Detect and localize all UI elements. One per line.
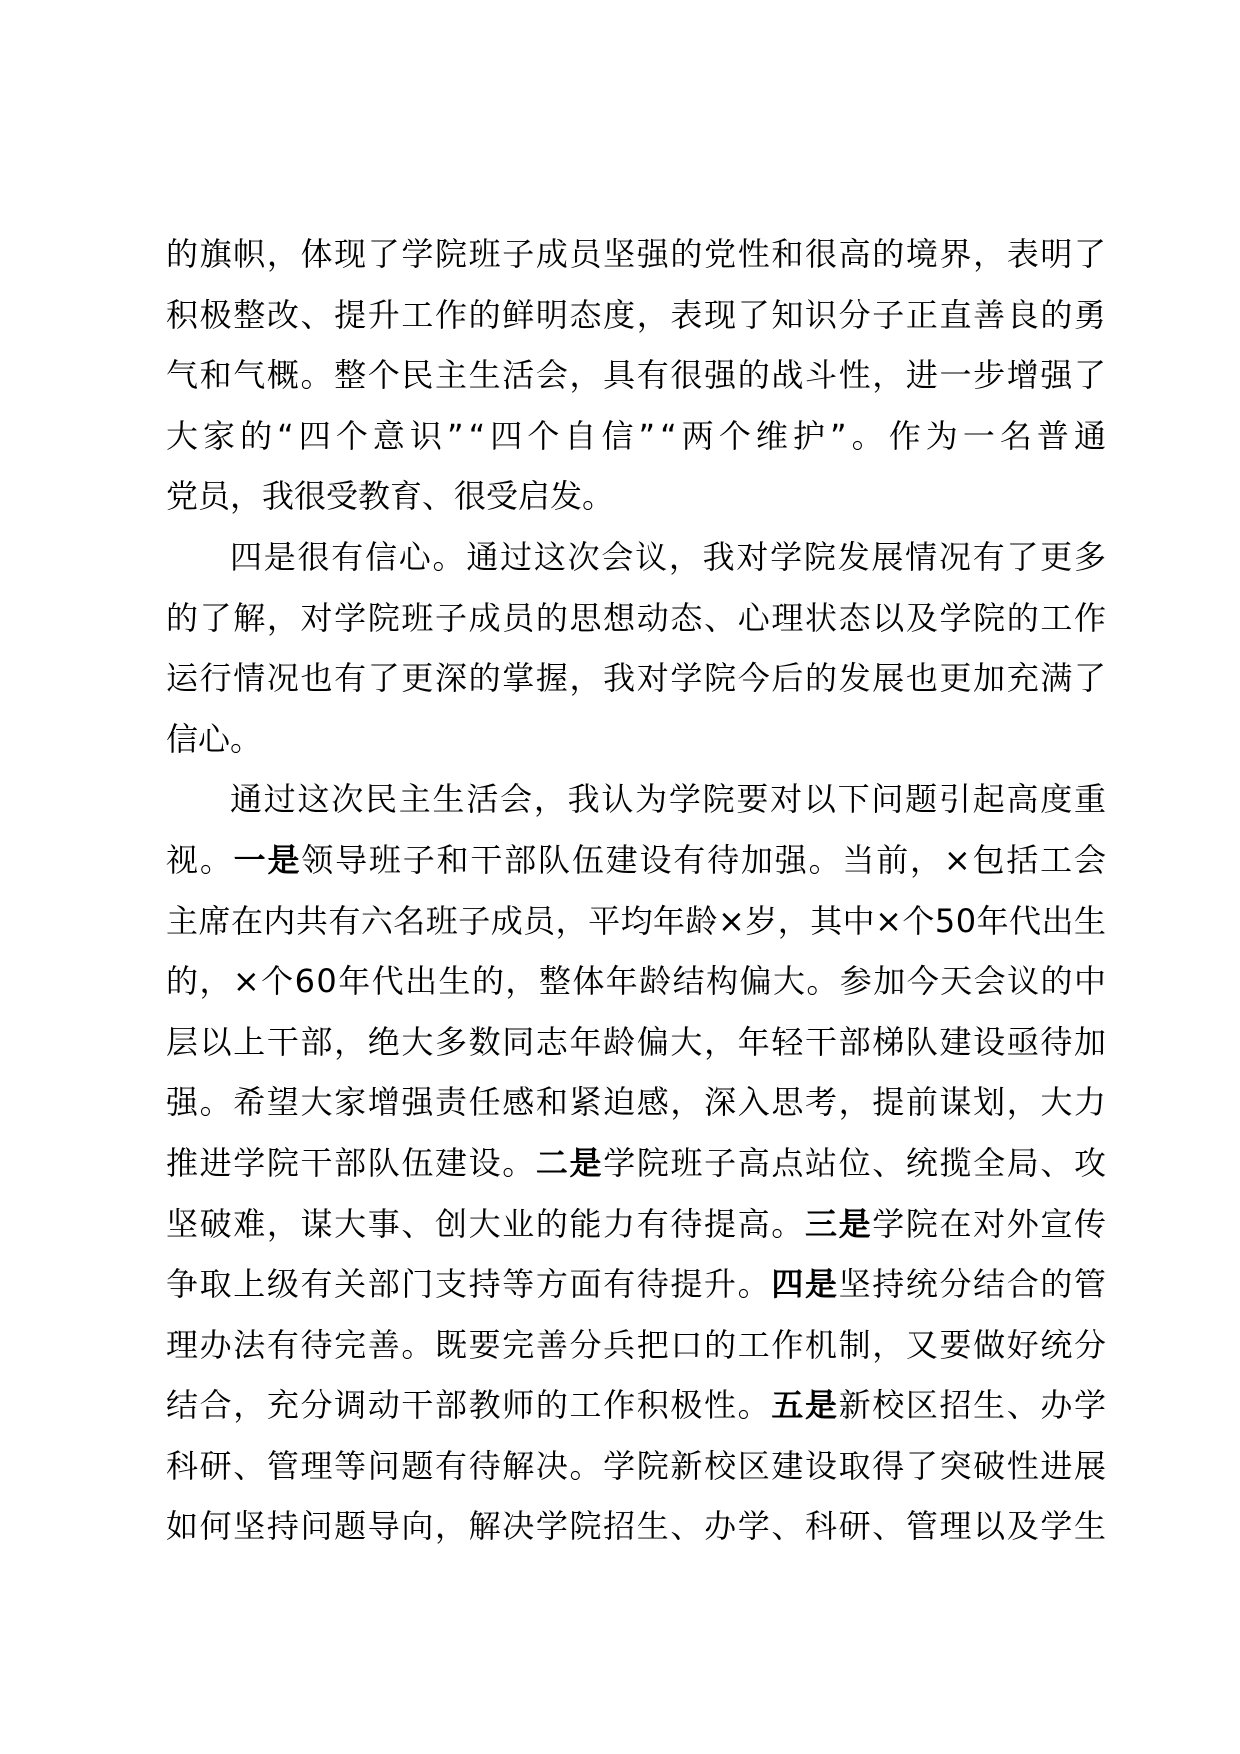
text-line (166, 406, 1112, 467)
line-text (166, 1194, 1108, 1255)
text-line (166, 1315, 1106, 1376)
line-text: 大家的“四个意识”“四个自信”“两个维护”。作为一名普通 (166, 416, 1112, 455)
text-line (166, 951, 1106, 1012)
text-line (166, 648, 1106, 709)
line-text: 四是很有信心。通过这次会议，我对学院发展情况有了更多 (230, 537, 1108, 576)
text-segment: 新校区招生、办学 (838, 1386, 1108, 1425)
line-text: 层以上干部，绝大多数同志年龄偏大，年轻干部梯队建设亟待加 (166, 1022, 1108, 1061)
bold-keyword: 三是 (804, 1204, 873, 1243)
text-segment: 视。 (166, 840, 234, 879)
text-line (166, 588, 1106, 649)
line-text: 通过这次民主生活会，我认为学院要对以下问题引起高度重 (230, 780, 1108, 819)
bold-keyword: 五是 (771, 1386, 839, 1425)
text-line (166, 1436, 1106, 1497)
paragraph-first-line (166, 527, 1106, 588)
line-text: 的旗帜，体现了学院班子成员坚强的党性和很高的境界，表明了 (166, 235, 1108, 273)
text-segment: 学院班子高点站位、统揽全局、攻 (603, 1143, 1108, 1182)
line-text: 科研、管理等问题有待解决。学院新校区建设取得了突破性进展 (166, 1446, 1108, 1485)
text-segment: 结合，充分调动干部教师的工作积极性。 (166, 1386, 772, 1425)
text-segment: 推进学院干部队伍建设。 (166, 1143, 536, 1182)
text-segment: 坚破难，谋大事、创大业的能力有待提高。 (166, 1204, 805, 1243)
text-line (166, 1012, 1106, 1073)
text-line (166, 709, 1106, 770)
line-text (166, 830, 1108, 891)
line-text: 运行情况也有了更深的掌握，我对学院今后的发展也更加充满了 (166, 659, 1108, 698)
line-text: 党员，我很受教育、很受启发。 (166, 477, 615, 516)
line-text: 如何坚持问题导向，解决学院招生、办学、科研、管理以及学生 (166, 1507, 1108, 1546)
text-segment: 坚持统分结合的管 (838, 1265, 1108, 1304)
text-line (166, 1375, 1106, 1436)
line-text: 积极整改、提升工作的鲜明态度，表现了知识分子正直善良的勇 (166, 295, 1108, 334)
line-text: 强。希望大家增强责任感和紧迫感，深入思考，提前谋划，大力 (166, 1083, 1108, 1122)
text-segment: 争取上级有关部门支持等方面有待提升。 (166, 1265, 772, 1304)
text-line (166, 1254, 1106, 1315)
line-text: 主席在内共有六名班子成员，平均年龄×岁，其中×个50年代出生 (166, 901, 1107, 940)
text-line (166, 285, 1106, 346)
text-line (166, 224, 1106, 285)
line-text (166, 1254, 1108, 1315)
line-text: 气和气概。整个民主生活会，具有很强的战斗性，进一步增强了 (166, 356, 1108, 395)
text-line (166, 830, 1106, 891)
document-body (166, 224, 1112, 1557)
bold-keyword: 一是 (233, 840, 302, 879)
text-line (166, 1133, 1106, 1194)
bold-keyword: 二是 (535, 1143, 604, 1182)
line-text (166, 1375, 1108, 1436)
text-segment: 学院在对外宣传 (872, 1204, 1108, 1243)
text-line (166, 1072, 1106, 1133)
text-line (166, 1496, 1106, 1557)
text-line (166, 345, 1106, 406)
line-text (166, 1133, 1108, 1194)
paragraph-first-line (166, 769, 1106, 830)
text-line (166, 466, 1106, 527)
text-line (166, 891, 1106, 952)
bold-keyword: 四是 (771, 1265, 839, 1304)
line-text: 的，×个60年代出生的，整体年龄结构偏大。参加今天会议的中 (166, 962, 1108, 1001)
line-text: 的了解，对学院班子成员的思想动态、心理状态以及学院的工作 (166, 598, 1108, 637)
line-text: 理办法有待完善。既要完善分兵把口的工作机制，又要做好统分 (166, 1325, 1108, 1364)
line-text: 信心。 (166, 719, 263, 758)
text-line (166, 1194, 1106, 1255)
text-segment: 领导班子和干部队伍建设有待加强。当前，×包括工会 (301, 840, 1108, 879)
